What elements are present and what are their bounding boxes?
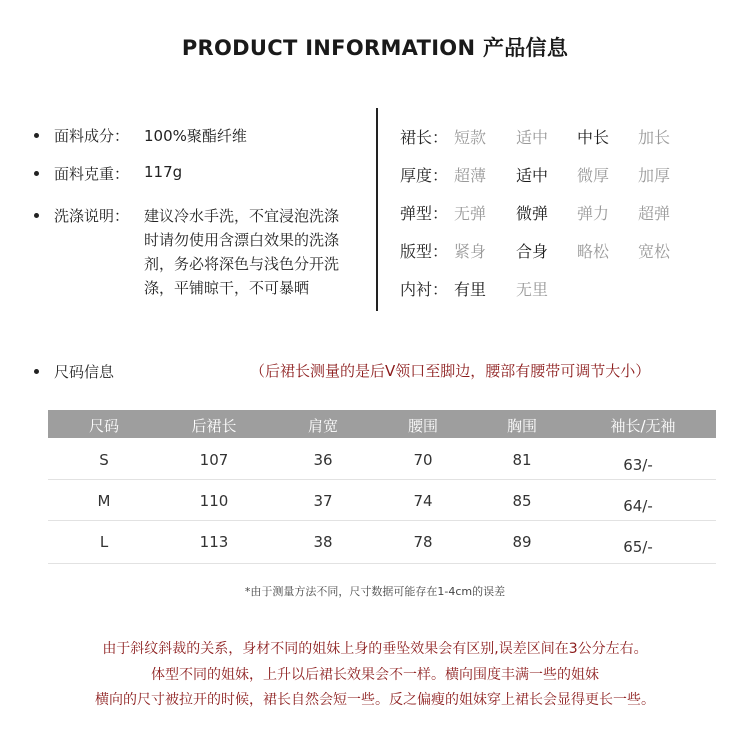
attribute-option: 超薄 — [454, 166, 487, 185]
attribute-row — [400, 201, 730, 225]
attribute-option: 中长 — [577, 128, 610, 147]
attribute-option: 微弹 — [516, 204, 549, 223]
column-header: 腰围 — [407, 417, 439, 435]
table-cell: 64/- — [623, 497, 653, 515]
column-header: 尺码 — [88, 417, 120, 435]
page-title: PRODUCT INFORMATION 产品信息 — [181, 36, 569, 60]
table-cell: 78 — [413, 533, 433, 551]
attribute-name: 内衬： — [400, 280, 449, 299]
attribute-option: 略松 — [577, 242, 610, 261]
table-cell: 89 — [512, 533, 532, 551]
attribute-option: 弹力 — [577, 204, 610, 223]
attribute-name: 厚度： — [400, 166, 449, 185]
bullet-dot — [34, 213, 39, 218]
table-cell: 70 — [413, 451, 433, 469]
attribute-option: 短款 — [454, 128, 487, 147]
attribute-option: 紧身 — [454, 242, 487, 261]
row-divider — [48, 563, 716, 564]
table-cell: 110 — [199, 492, 229, 510]
wash-line: 涤，平铺晾干，不可暴晒 — [144, 279, 310, 297]
table-cell: 63/- — [623, 456, 653, 474]
table-cell: M — [97, 492, 111, 510]
column-divider — [376, 108, 378, 311]
column-header: 后裙长 — [191, 417, 237, 435]
attribute-option: 微厚 — [577, 166, 610, 185]
attribute-row — [400, 163, 730, 187]
measurement-footnote: *由于测量方法不同，尺寸数据可能存在1-4cm的误差 — [244, 585, 506, 598]
column-header: 胸围 — [506, 417, 538, 435]
table-cell: L — [99, 533, 109, 551]
table-cell: 85 — [512, 492, 532, 510]
table-cell: 36 — [313, 451, 333, 469]
attribute-option: 合身 — [516, 242, 549, 261]
fabric-label: 面料成分： — [54, 127, 130, 145]
attribute-row — [400, 125, 730, 149]
attribute-option: 加厚 — [638, 166, 671, 185]
attribute-option: 适中 — [516, 166, 549, 185]
attribute-row — [400, 239, 730, 263]
wash-label: 洗涤说明： — [54, 207, 130, 225]
row-divider — [48, 520, 716, 521]
attribute-row — [400, 277, 730, 301]
bullet-dot — [34, 369, 39, 374]
attribute-option: 超弹 — [638, 204, 671, 223]
table-cell: 74 — [413, 492, 433, 510]
size-info-note: （后裙长测量的是后V领口至脚边，腰部有腰带可调节大小） — [250, 362, 651, 380]
attribute-option: 加长 — [638, 128, 671, 147]
wash-line: 剂，务必将深色与浅色分开洗 — [144, 255, 340, 273]
column-header: 肩宽 — [307, 417, 339, 435]
attribute-option: 无弹 — [454, 204, 487, 223]
attribute-name: 版型： — [400, 242, 449, 261]
wash-line: 建议冷水手洗，不宜浸泡洗涤 — [144, 207, 340, 225]
attribute-name: 裙长： — [400, 128, 449, 147]
table-cell: 38 — [313, 533, 333, 551]
disclaimer-line: 体型不同的姐妹，上升以后裙长效果会不一样。横向围度丰满一些的姐妹 — [151, 667, 599, 683]
attribute-option: 宽松 — [638, 242, 671, 261]
disclaimer-line: 由于斜纹斜裁的关系，身材不同的姐妹上身的垂坠效果会有区别,误差区间在3公分左右。 — [102, 641, 648, 657]
weight-value: 117g — [144, 163, 183, 181]
weight-label: 面料克重： — [54, 165, 130, 183]
table-cell: 65/- — [623, 538, 653, 556]
table-cell: 81 — [512, 451, 532, 469]
fabric-value: 100%聚酯纤维 — [144, 127, 247, 145]
attribute-name: 弹型： — [400, 204, 449, 223]
table-cell: S — [99, 451, 109, 469]
bullet-dot — [34, 133, 39, 138]
table-cell: 107 — [199, 451, 229, 469]
column-header: 袖长/无袖 — [610, 417, 676, 435]
attribute-option: 有里 — [454, 280, 487, 299]
size-info-label: 尺码信息 — [54, 363, 115, 381]
disclaimer-line: 横向的尺寸被拉开的时候，裙长自然会短一些。反之偏瘦的姐妹穿上裙长会显得更长一些。 — [95, 692, 655, 708]
size-table-header — [48, 410, 716, 438]
table-cell: 113 — [199, 533, 229, 551]
table-cell: 37 — [313, 492, 333, 510]
attribute-option: 适中 — [516, 128, 549, 147]
wash-instructions — [144, 204, 339, 300]
bullet-dot — [34, 171, 39, 176]
row-divider — [48, 479, 716, 480]
wash-line: 时请勿使用含漂白效果的洗涤 — [144, 231, 340, 249]
attribute-option: 无里 — [516, 280, 549, 299]
